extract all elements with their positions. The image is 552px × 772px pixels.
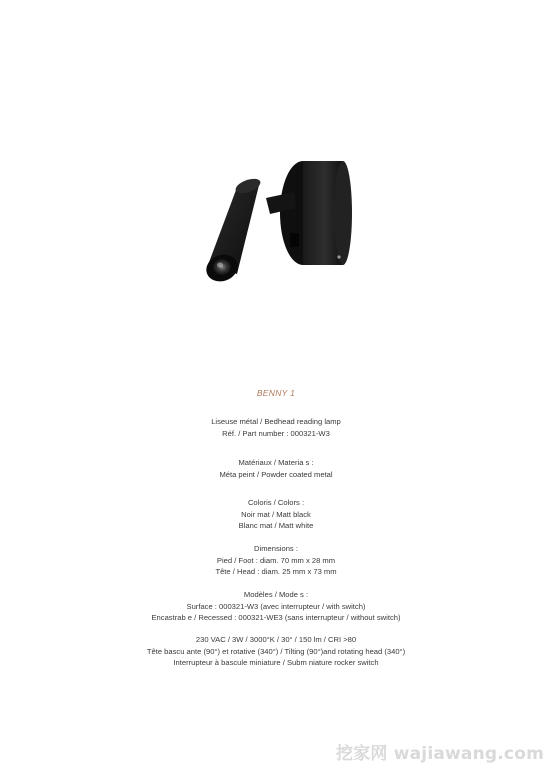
spec-line: Noir mat / Matt black bbox=[241, 509, 311, 519]
spec-models bbox=[0, 589, 552, 624]
spec-line: Pied / Foot : diam. 70 mm x 28 mm bbox=[216, 555, 336, 565]
spec-line: Coloris / Colors : bbox=[247, 498, 305, 507]
spec-dimensions bbox=[0, 543, 552, 578]
spec-line: Interrupteur à bascule miniature / Subm niature rocker switch bbox=[173, 658, 379, 668]
spec-line: Matériaux / Materia s : bbox=[238, 458, 314, 467]
spec-line: Réf. / Part number : 000321-W3 bbox=[222, 428, 330, 438]
spec-colors bbox=[0, 497, 552, 532]
spec-line: Tête / Head : diam. 25 mm x 73 mm bbox=[215, 567, 337, 577]
spec-line: Encastrab e / Recessed : 000321-WE3 (sans interrupteur / without switch) bbox=[151, 613, 401, 623]
spec-line: Modèles / Mode s : bbox=[243, 590, 309, 599]
spec-line: Liseuse métal / Bedhead reading lamp bbox=[211, 417, 341, 426]
watermark: 挖家网 wajiawang.com bbox=[336, 744, 544, 764]
spec-line: Surface : 000321-W3 (avec interrupteur / with switch) bbox=[186, 601, 366, 611]
spec-line: 230 VAC / 3W / 3000°K / 30° / 150 lm / CRI >80 bbox=[195, 635, 357, 644]
spec-line: Dimensions : bbox=[254, 544, 298, 553]
product-title: BENNY 1 bbox=[256, 388, 296, 398]
product-image bbox=[190, 150, 360, 290]
spec-materials bbox=[0, 457, 552, 480]
spec-line: Tête bascu ante (90°) et rotative (340°) / Tilting (90°)and rotating head (340°) bbox=[146, 646, 406, 656]
spec-line: Méta peint / Powder coated metal bbox=[219, 469, 333, 479]
spec-description bbox=[0, 416, 552, 439]
spec-technical bbox=[0, 634, 552, 669]
spec-line: Blanc mat / Matt white bbox=[238, 521, 314, 531]
